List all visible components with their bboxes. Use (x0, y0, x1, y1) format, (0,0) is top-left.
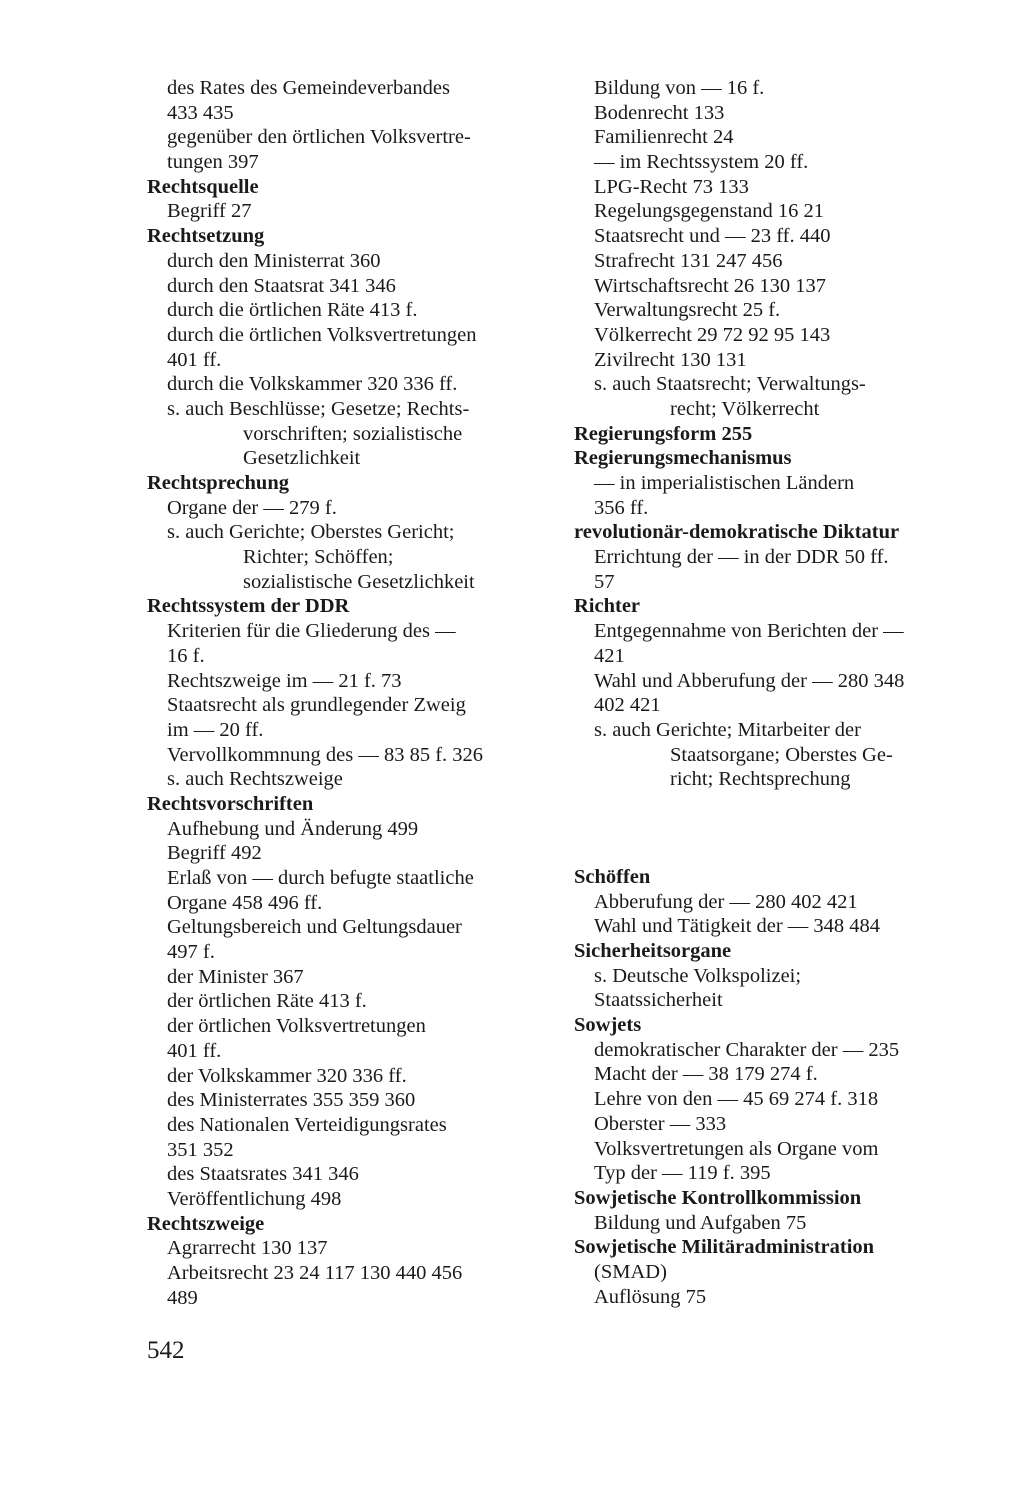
index-subentry: Veröffentlichung 498 (167, 1187, 342, 1210)
index-heading: Regierungsmechanismus (574, 447, 792, 470)
index-subentry: Geltungsbereich und Geltungsdauer (167, 916, 462, 939)
index-heading: Rechtsquelle (147, 175, 259, 198)
index-continuation: richt; Rechtsprechung (670, 768, 851, 791)
index-subentry: (SMAD) (594, 1260, 667, 1283)
index-subentry: 351 352 (167, 1138, 234, 1161)
index-subentry: Agrarrecht 130 137 (167, 1237, 328, 1260)
column-spacer (574, 792, 994, 865)
index-heading: Sowjetische Kontrollkommission (574, 1186, 862, 1209)
index-heading: Rechtszweige (147, 1212, 265, 1235)
index-subentry: durch die Volkskammer 320 336 ff. (167, 373, 458, 396)
index-subentry: Bildung von — 16 f. (594, 77, 765, 99)
index-subentry: tungen 397 (167, 151, 259, 174)
index-subentry: Familienrecht 24 (594, 126, 734, 149)
index-subentry: Volksvertretungen als Organe vom (594, 1137, 879, 1160)
index-subentry: s. Deutsche Volkspolizei; (594, 964, 802, 987)
index-subentry: Zivilrecht 130 131 (594, 348, 747, 371)
index-subentry: 57 (594, 570, 615, 593)
index-subentry: Aufhebung und Änderung 499 (167, 817, 419, 840)
index-subentry: des Ministerrates 355 359 360 (167, 1089, 416, 1112)
index-subentry: — im Rechtssystem 20 ff. (594, 151, 809, 174)
index-subentry: s. auch Beschlüsse; Gesetze; Rechts- (167, 397, 470, 420)
index-heading: Sicherheitsorgane (574, 940, 732, 962)
index-subentry: Organe der — 279 f. (167, 496, 337, 519)
index-subentry: Rechtszweige im — 21 f. 73 (167, 669, 402, 692)
index-heading: Rechtsprechung (147, 472, 289, 494)
index-subentry: 402 421 (594, 694, 661, 717)
index-heading: Schöffen (574, 865, 651, 888)
index-subentry: Begriff 492 (167, 842, 262, 865)
index-continuation: vorschriften; sozialistische (243, 422, 463, 445)
index-subentry: Bodenrecht 133 (594, 101, 725, 124)
left-index-column (147, 76, 557, 1310)
index-subentry: Auflösung 75 (594, 1285, 707, 1308)
index-subentry: Wirtschaftsrecht 26 130 137 (594, 274, 827, 297)
index-subentry: Macht der — 38 179 274 f. (594, 1063, 818, 1086)
index-subentry: der Volkskammer 320 336 ff. (167, 1064, 407, 1087)
index-subentry: der örtlichen Volksvertretungen (167, 1015, 426, 1038)
index-subentry: gegenüber den örtlichen Volksvertre- (167, 126, 471, 149)
index-subentry: 433 435 (167, 101, 234, 124)
index-continuation: Richter; Schöffen; (243, 546, 394, 569)
index-subentry: Regelungsgegenstand 16 21 (594, 200, 825, 223)
index-subentry: Organe 458 496 ff. (167, 891, 323, 914)
index-subentry: Völkerrecht 29 72 92 95 143 (594, 323, 831, 346)
index-subentry: 401 ff. (167, 348, 222, 371)
index-continuation: Staatsorgane; Oberstes Ge- (670, 743, 893, 766)
index-subentry: durch den Ministerrat 360 (167, 249, 381, 272)
index-subentry: 16 f. (167, 644, 205, 667)
index-subentry: durch die örtlichen Volksvertretungen (167, 323, 477, 346)
index-subentry: des Nationalen Verteidigungsrates (167, 1113, 447, 1136)
index-subentry: Begriff 27 (167, 200, 252, 223)
index-subentry: s. auch Staatsrecht; Verwaltungs- (594, 373, 866, 396)
index-continuation: Gesetzlichkeit (243, 447, 361, 470)
index-subentry: im — 20 ff. (167, 718, 264, 741)
index-subentry: 401 ff. (167, 1039, 222, 1062)
index-heading: Rechtsetzung (147, 225, 265, 248)
index-subentry: Staatsrecht und — 23 ff. 440 (594, 225, 831, 248)
index-subentry: Errichtung der — in der DDR 50 ff. (594, 546, 889, 569)
index-continuation: sozialistische Gesetzlichkeit (243, 570, 475, 593)
index-subentry: Typ der — 119 f. 395 (594, 1162, 771, 1185)
index-subentry: durch die örtlichen Räte 413 f. (167, 299, 418, 322)
index-subentry: 421 (594, 644, 625, 667)
index-subentry: Vervollkommnung des — 83 85 f. 326 (167, 743, 484, 766)
index-heading: Rechtsvorschriften (147, 792, 314, 815)
index-subentry: Bildung und Aufgaben 75 (594, 1211, 807, 1234)
index-subentry: Lehre von den — 45 69 274 f. 318 (594, 1088, 879, 1111)
index-subentry: demokratischer Charakter der — 235 (594, 1038, 900, 1061)
index-heading: Sowjetische Militäradministration (574, 1236, 875, 1259)
page-number: 542 (147, 1337, 185, 1364)
index-subentry: s. auch Gerichte; Oberstes Gericht; (167, 521, 455, 544)
index-subentry: 489 (167, 1286, 198, 1309)
index-continuation: recht; Völkerrecht (670, 397, 820, 420)
index-subentry: 497 f. (167, 941, 215, 964)
index-subentry: Verwaltungsrecht 25 f. (594, 299, 781, 322)
index-subentry: Staatssicherheit (594, 989, 723, 1012)
index-subentry: Entgegennahme von Berichten der — (594, 620, 904, 643)
index-heading: Sowjets (574, 1014, 642, 1037)
index-subentry: Abberufung der — 280 402 421 (594, 890, 858, 913)
index-heading: Rechtssystem der DDR (147, 595, 350, 618)
index-heading: Regierungsform 255 (574, 422, 753, 445)
index-subentry: Oberster — 333 (594, 1112, 727, 1135)
index-subentry: der Minister 367 (167, 965, 304, 988)
index-subentry: des Staatsrates 341 346 (167, 1163, 359, 1186)
index-subentry: Arbeitsrecht 23 24 117 130 440 456 (167, 1262, 463, 1284)
right-index-column (574, 76, 994, 1309)
index-subentry: — in imperialistischen Ländern (594, 472, 855, 494)
index-subentry: Wahl und Tätigkeit der — 348 484 (594, 915, 881, 938)
index-subentry: Wahl und Abberufung der — 280 348 (594, 669, 905, 692)
index-subentry: s. auch Gerichte; Mitarbeiter der (594, 718, 861, 741)
index-subentry: Kriterien für die Gliederung des — (167, 620, 456, 643)
index-subentry: Erlaß von — durch befugte staatliche (167, 867, 474, 889)
index-subentry: LPG-Recht 73 133 (594, 175, 749, 198)
index-subentry: durch den Staatsrat 341 346 (167, 274, 396, 297)
index-subentry: des Rates des Gemeindeverbandes (167, 77, 450, 99)
index-subentry: Strafrecht 131 247 456 (594, 249, 783, 272)
index-heading: Richter (574, 595, 641, 618)
index-heading: revolutionär-demokratische Diktatur (574, 521, 900, 544)
index-subentry: s. auch Rechtszweige (167, 768, 343, 791)
index-subentry: 356 ff. (594, 496, 649, 519)
index-subentry: Staatsrecht als grundlegender Zweig (167, 694, 466, 717)
index-subentry: der örtlichen Räte 413 f. (167, 990, 367, 1013)
